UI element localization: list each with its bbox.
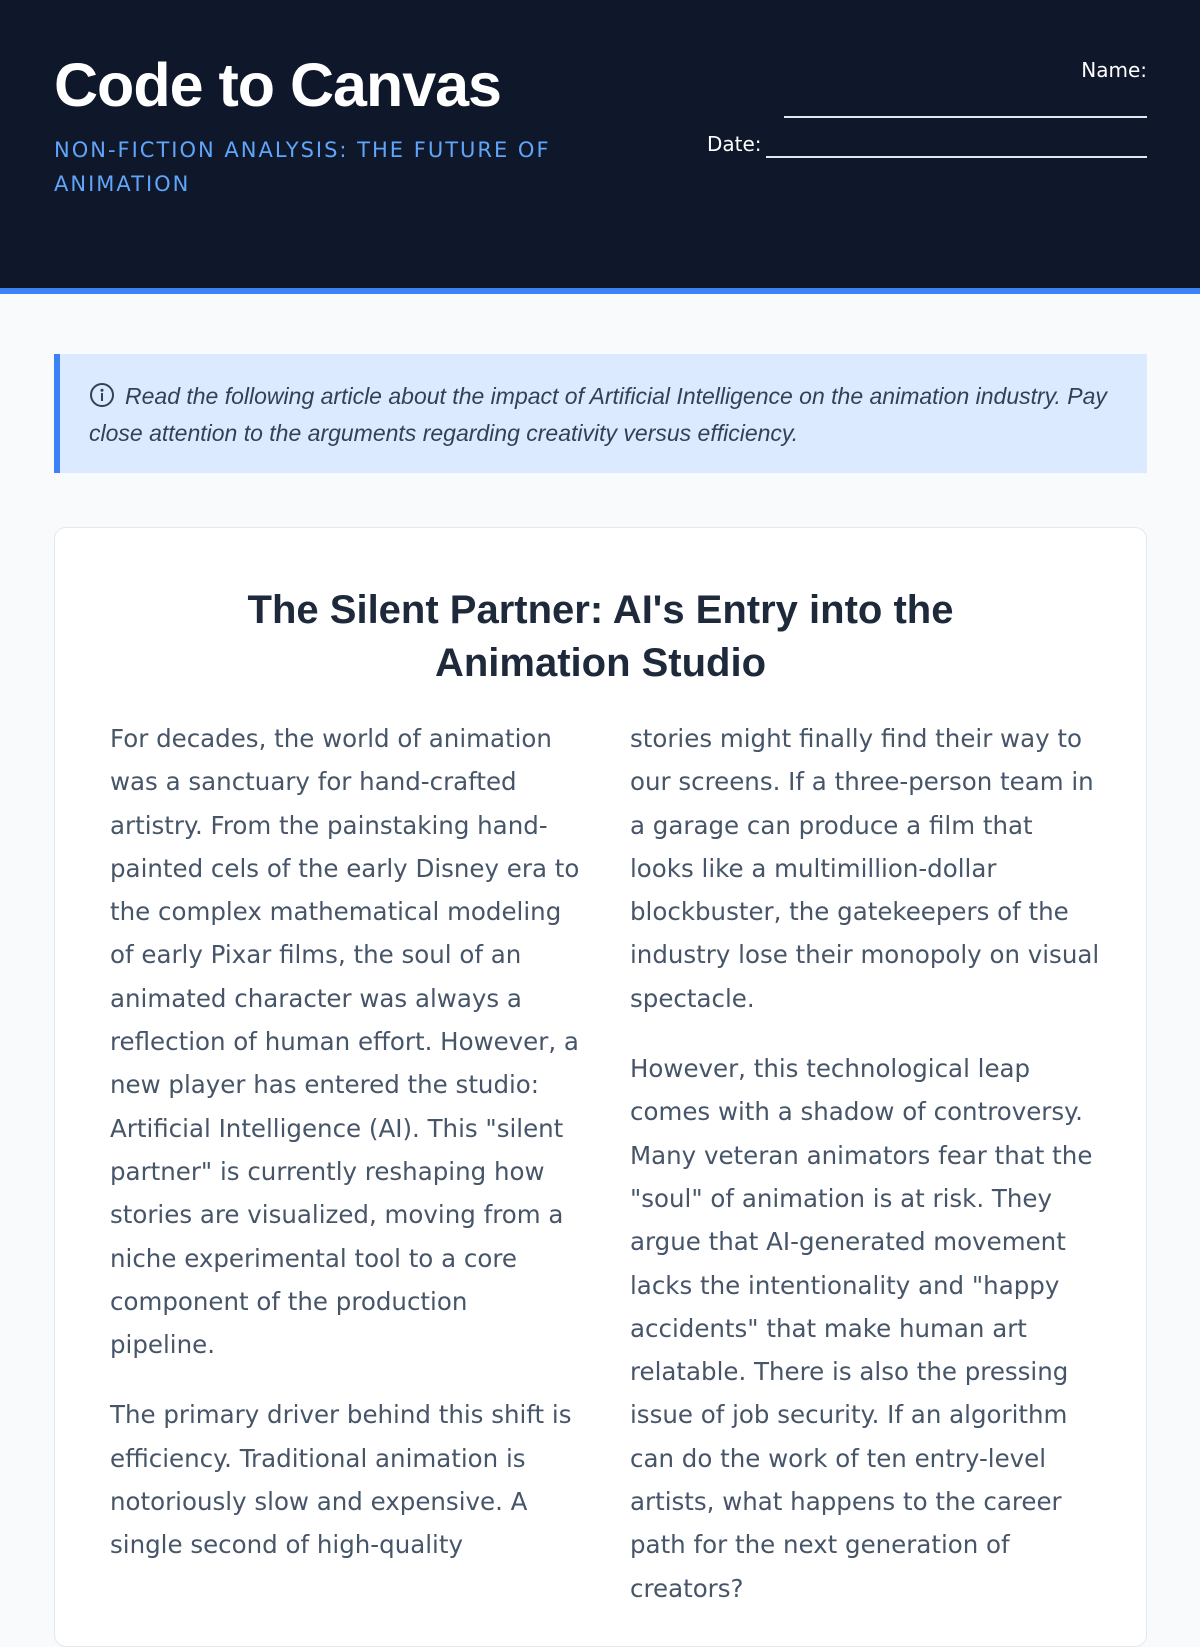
article-card [54,527,1147,1647]
student-fields [707,54,1147,158]
worksheet-title: Code to Canvas [54,51,501,119]
instructions-text: Read the following article about the impact of Artificial Intelligence on the animation industry. Pay close attention to the arguments regarding creativity versus efficiency. [89,383,1107,446]
article-body [110,717,1100,1637]
article-column-right [630,717,1100,1637]
article-paragraph: For decades, the world of animation was a sanctuary for hand-crafted artistry. From the painstaking hand-painted cels of the early Disney era to the complex mathematical modeling of early Pixar films, the soul of an animated character was always a reflection of human effort. However, a new player has entered the studio: Artificial Intelligence (AI). This "silent partner" is currently reshaping how stories are visualized, moving from a niche experimental tool to a core component of the production pipeline. [110,724,580,1360]
article-title: The Silent Partner: AI's Entry into the Animation Studio [247,588,954,685]
article-paragraph: The primary driver behind this shift is efficiency. Traditional animation is notoriously slow and expensive. A single second of high-quality [110,1400,572,1560]
worksheet-header [0,0,1200,294]
date-row [707,130,1147,158]
date-label: Date: [707,132,762,156]
article-paragraph: However, this technological leap comes with a shadow of controversy. Many veteran animators fear that the "soul" of animation is at risk. They argue that AI-generated movement lacks the intentionality and "happy accidents" that make human art relatable. There is also the pressing issue of job security. If an algorithm can do the work of ten entry-level artists, what happens to the career path for the next generation of creators? [630,1054,1093,1603]
instructions-callout [54,354,1147,473]
info-icon [89,382,115,417]
worksheet-subtitle: NON-FICTION ANALYSIS: THE FUTURE OF ANIMATION [54,138,551,196]
name-field[interactable] [784,86,1147,118]
date-field[interactable] [766,130,1147,158]
name-label: Name: [1081,58,1147,82]
article-column-left [110,717,580,1637]
article-paragraph: stories might finally find their way to our screens. If a three-person team in a garage can produce a film that looks like a multimillion-dollar blockbuster, the gatekeepers of the industry lose their monopoly on visual spectacle. [630,724,1100,1013]
